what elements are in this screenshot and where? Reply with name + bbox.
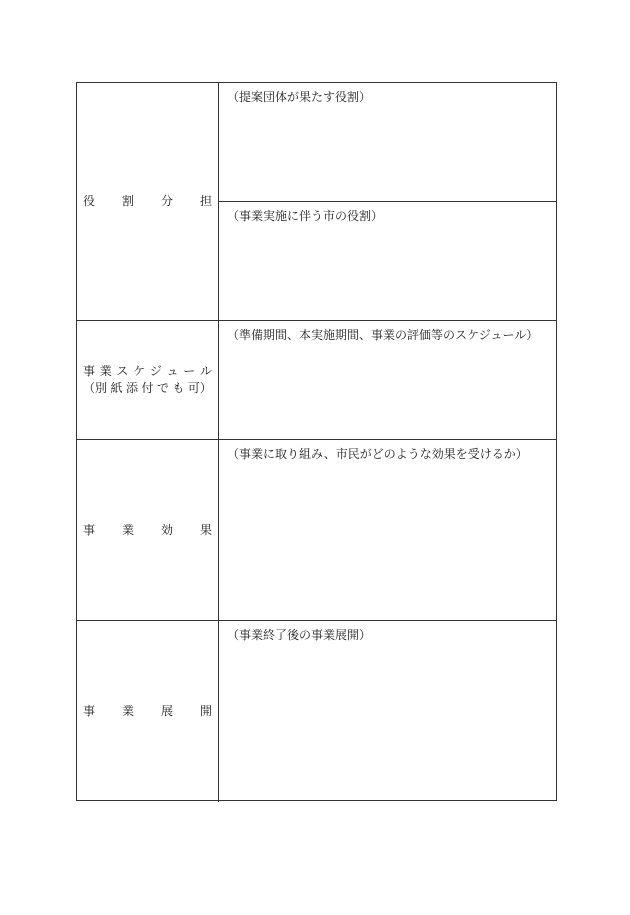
label-char: も [172,381,185,395]
label-role-division [77,83,219,320]
label-line [83,522,212,539]
label-char: 事 [83,522,96,537]
field-applicant-role[interactable] [219,83,556,202]
label-char: 割 [121,194,134,208]
label-char: 業 [121,704,134,718]
label-schedule [77,321,219,439]
field-city-role[interactable] [219,202,556,321]
label-char: ュ [166,364,179,378]
label-char: 効 [160,522,173,537]
label-char: ス [116,364,129,378]
label-line [83,363,212,380]
field-hint: （事業終了後の事業展開） [227,628,372,642]
field-hint: （準備期間、本実施期間、事業の評価等のスケジュール） [227,328,539,342]
label-char: ジ [149,364,162,378]
label-char: 業 [99,364,112,378]
label-effect [77,440,219,620]
label-char: 事 [83,364,96,378]
label-char: 展 [160,704,173,718]
field-schedule[interactable] [219,321,556,440]
row-role-division [77,83,556,321]
label-char: 果 [199,522,212,537]
label-char: 分 [160,194,173,208]
label-char: 可） [187,381,212,395]
field-hint: （事業実施に伴う市の役割） [227,209,384,223]
field-hint: （提案団体が果たす役割） [227,90,372,104]
row-development [77,621,556,802]
label-char: 付 [141,381,154,395]
label-char: 担 [199,194,212,208]
proposal-form-table [76,82,557,801]
label-line [83,703,212,720]
label-char: で [156,381,169,395]
label-line [83,193,212,210]
label-char: 開 [199,704,212,718]
label-char: 添 [125,381,138,395]
field-hint: （事業に取り組み、市民がどのような効果を受けるか） [227,447,528,461]
label-line [83,380,212,397]
label-development [77,621,219,802]
label-char: ル [199,364,212,378]
row-schedule [77,321,556,440]
label-char: 事 [83,704,96,718]
label-char: 役 [83,194,96,208]
label-char: 業 [121,522,134,537]
field-development[interactable] [219,621,556,802]
label-char: ケ [133,364,146,378]
field-effect[interactable] [219,440,556,621]
label-char: ー [183,364,196,378]
label-char: （別 [83,381,108,395]
row-effect [77,440,556,621]
label-char: 紙 [110,381,123,395]
